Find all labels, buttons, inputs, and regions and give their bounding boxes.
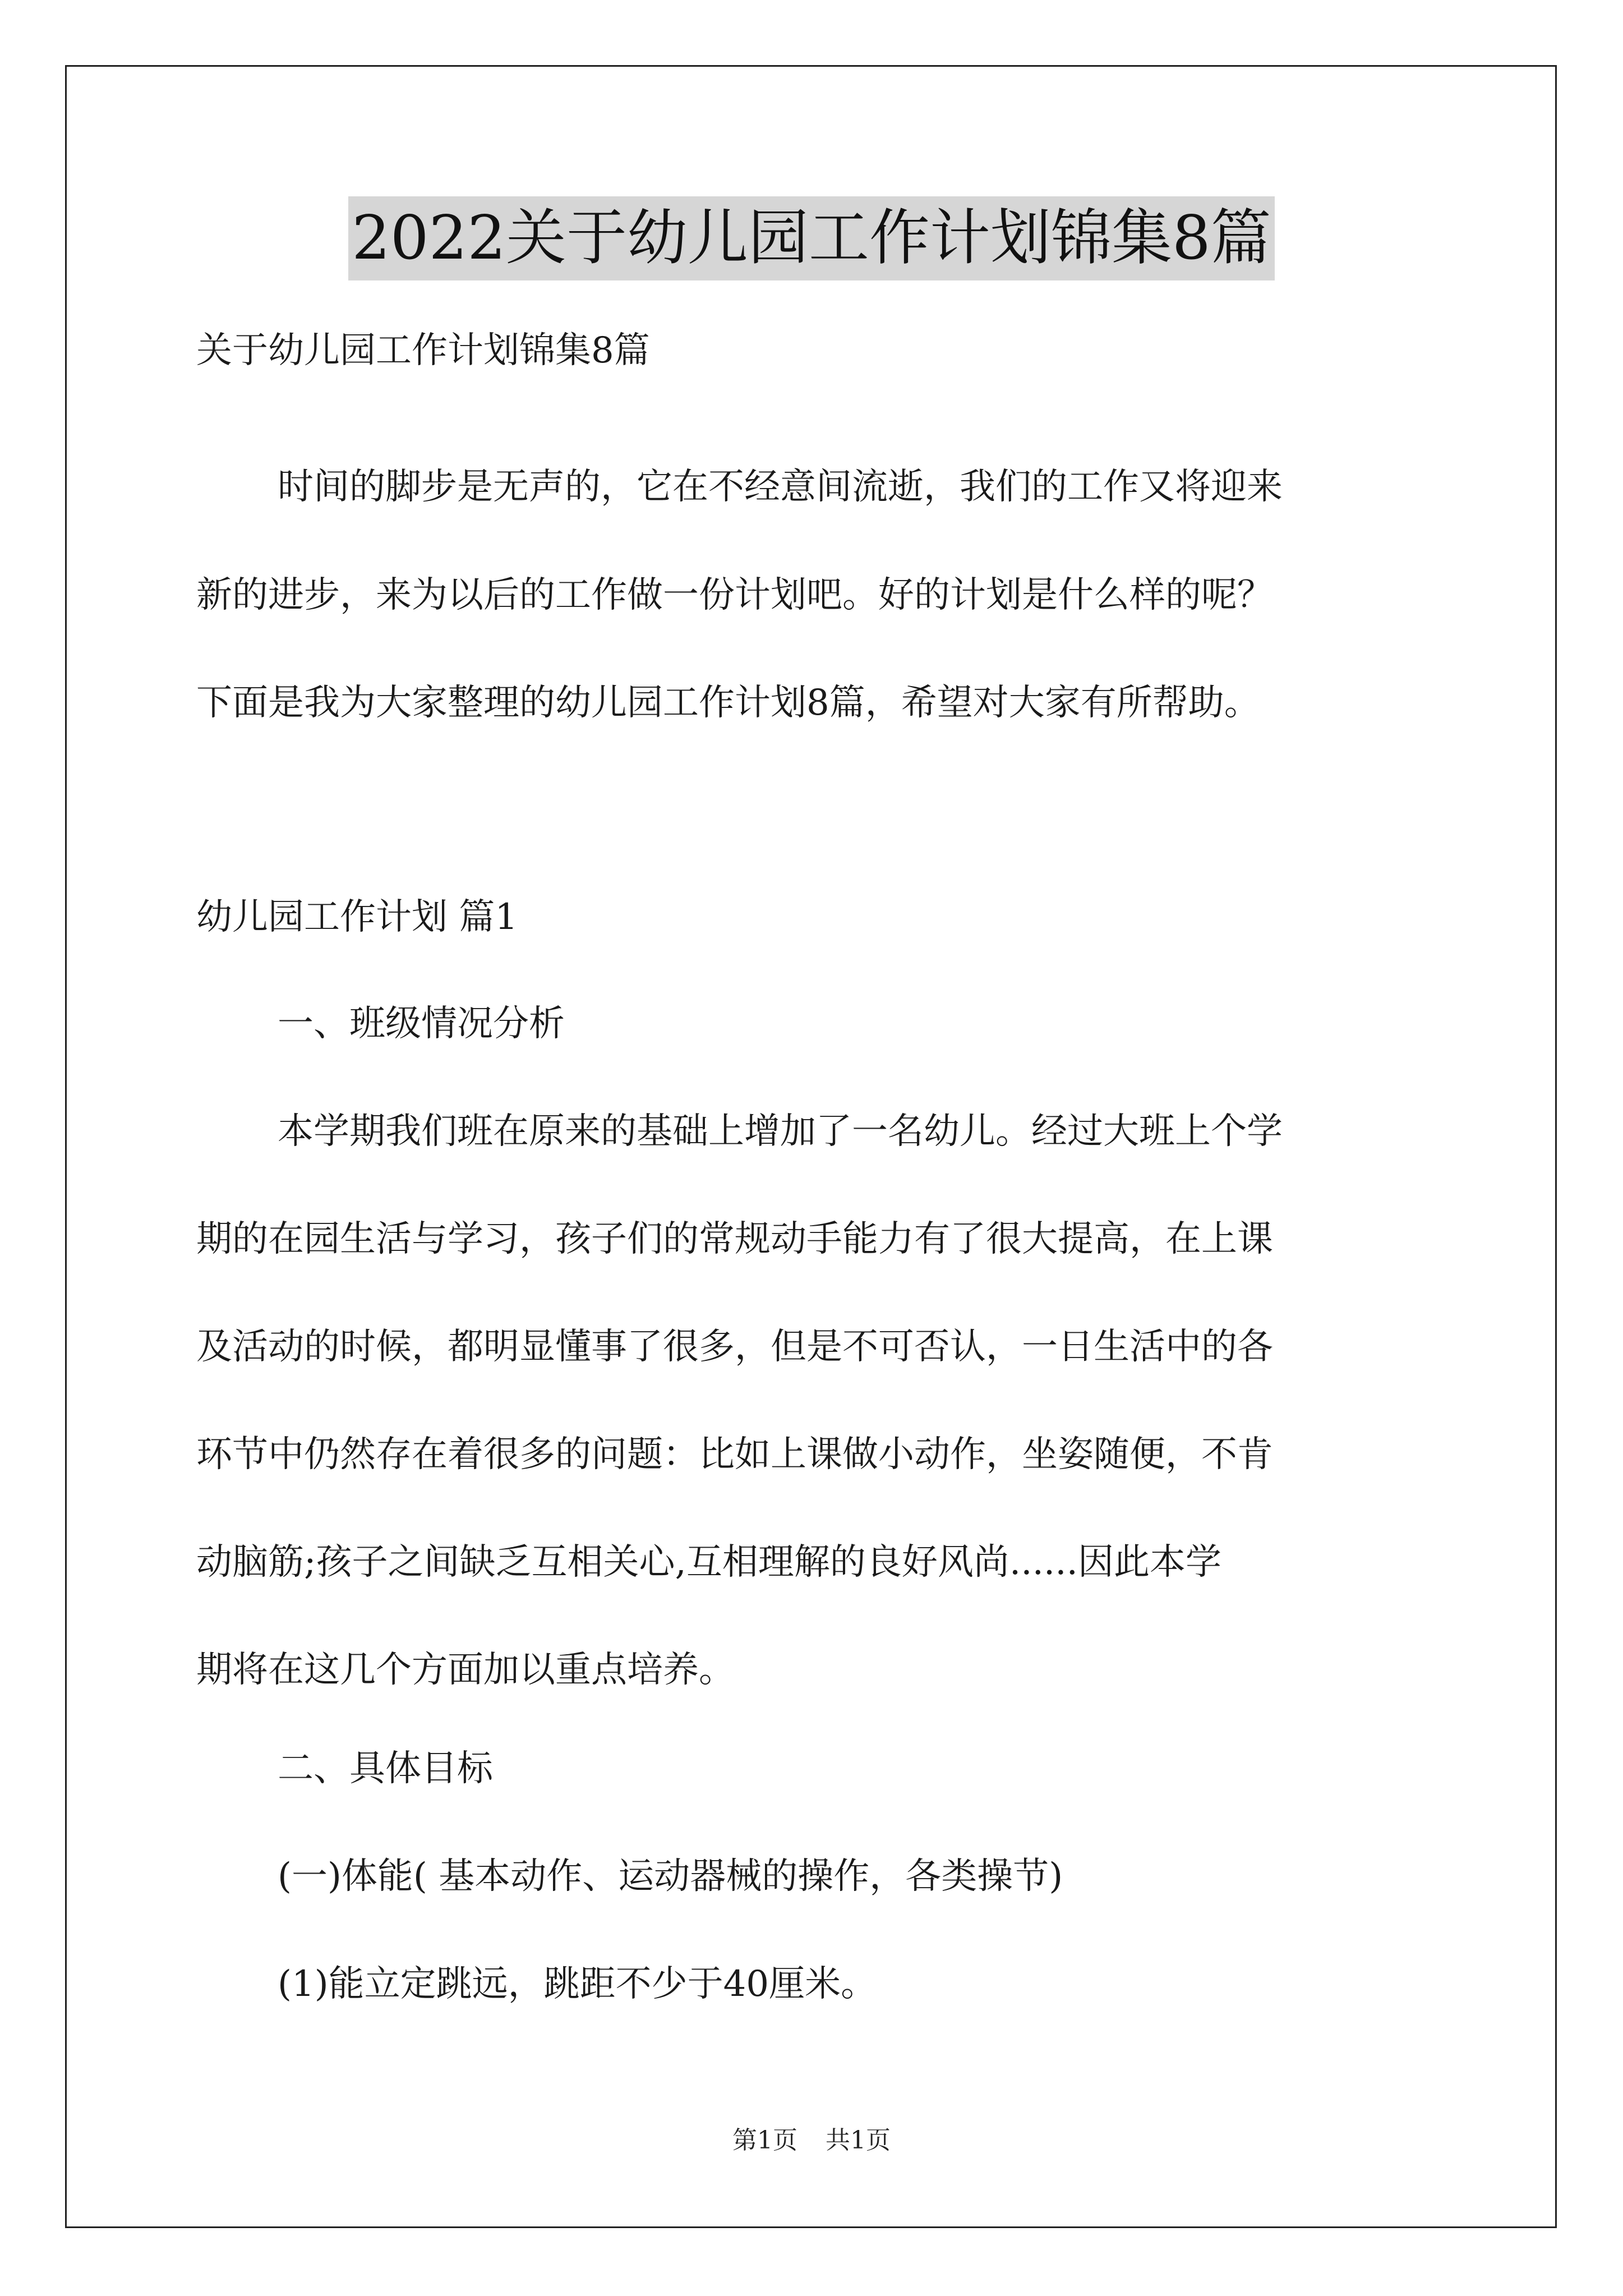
intro-line-2: 新的进步，来为以后的工作做一份计划吧。好的计划是什么样的呢？ [196,574,1273,616]
page-total: 共1页 [826,2126,891,2155]
page-footer [0,2124,1623,2157]
part1-body-line-1: 本学期我们班在原来的基础上增加了一名幼儿。经过大班上个学 [278,1111,1283,1152]
part1-body-line-3: 及活动的时候，都明显懂事了很多，但是不可否认，一日生活中的各 [196,1326,1273,1368]
intro-line-3: 下面是我为大家整理的幼儿园工作计划8篇，希望对大家有所帮助。 [196,682,1260,724]
intro-line-1: 时间的脚步是无声的，它在不经意间流逝，我们的工作又将迎来 [278,466,1283,508]
part1-body-line-4: 环节中仍然存在着很多的问题：比如上课做小动作，坐姿随便，不肯 [196,1434,1273,1475]
title-container [0,196,1623,280]
part1-body-line-5: 动脑筋;孩子之间缺乏互相关心,互相理解的良好风尚......因此本学 [196,1542,1221,1583]
section-heading: 幼儿园工作计划 篇1 [196,896,518,938]
part1-body-line-6: 期将在这几个方面加以重点培养。 [196,1649,735,1691]
page-number: 第1页 [732,2126,797,2155]
part1-heading: 一、班级情况分析 [278,1003,565,1045]
part1-body-line-2: 期的在园生活与学习，孩子们的常规动手能力有了很大提高，在上课 [196,1218,1273,1260]
document-title: 2022关于幼儿园工作计划锦集8篇 [348,196,1275,280]
part2-heading: 二、具体目标 [278,1748,493,1789]
item-1: (1)能立定跳远，跳距不少于40厘米。 [278,1963,877,2005]
sub-heading: (一)体能( 基本动作、运动器械的操作，各类操节) [278,1856,1063,1897]
document-subtitle: 关于幼儿园工作计划锦集8篇 [196,330,650,371]
